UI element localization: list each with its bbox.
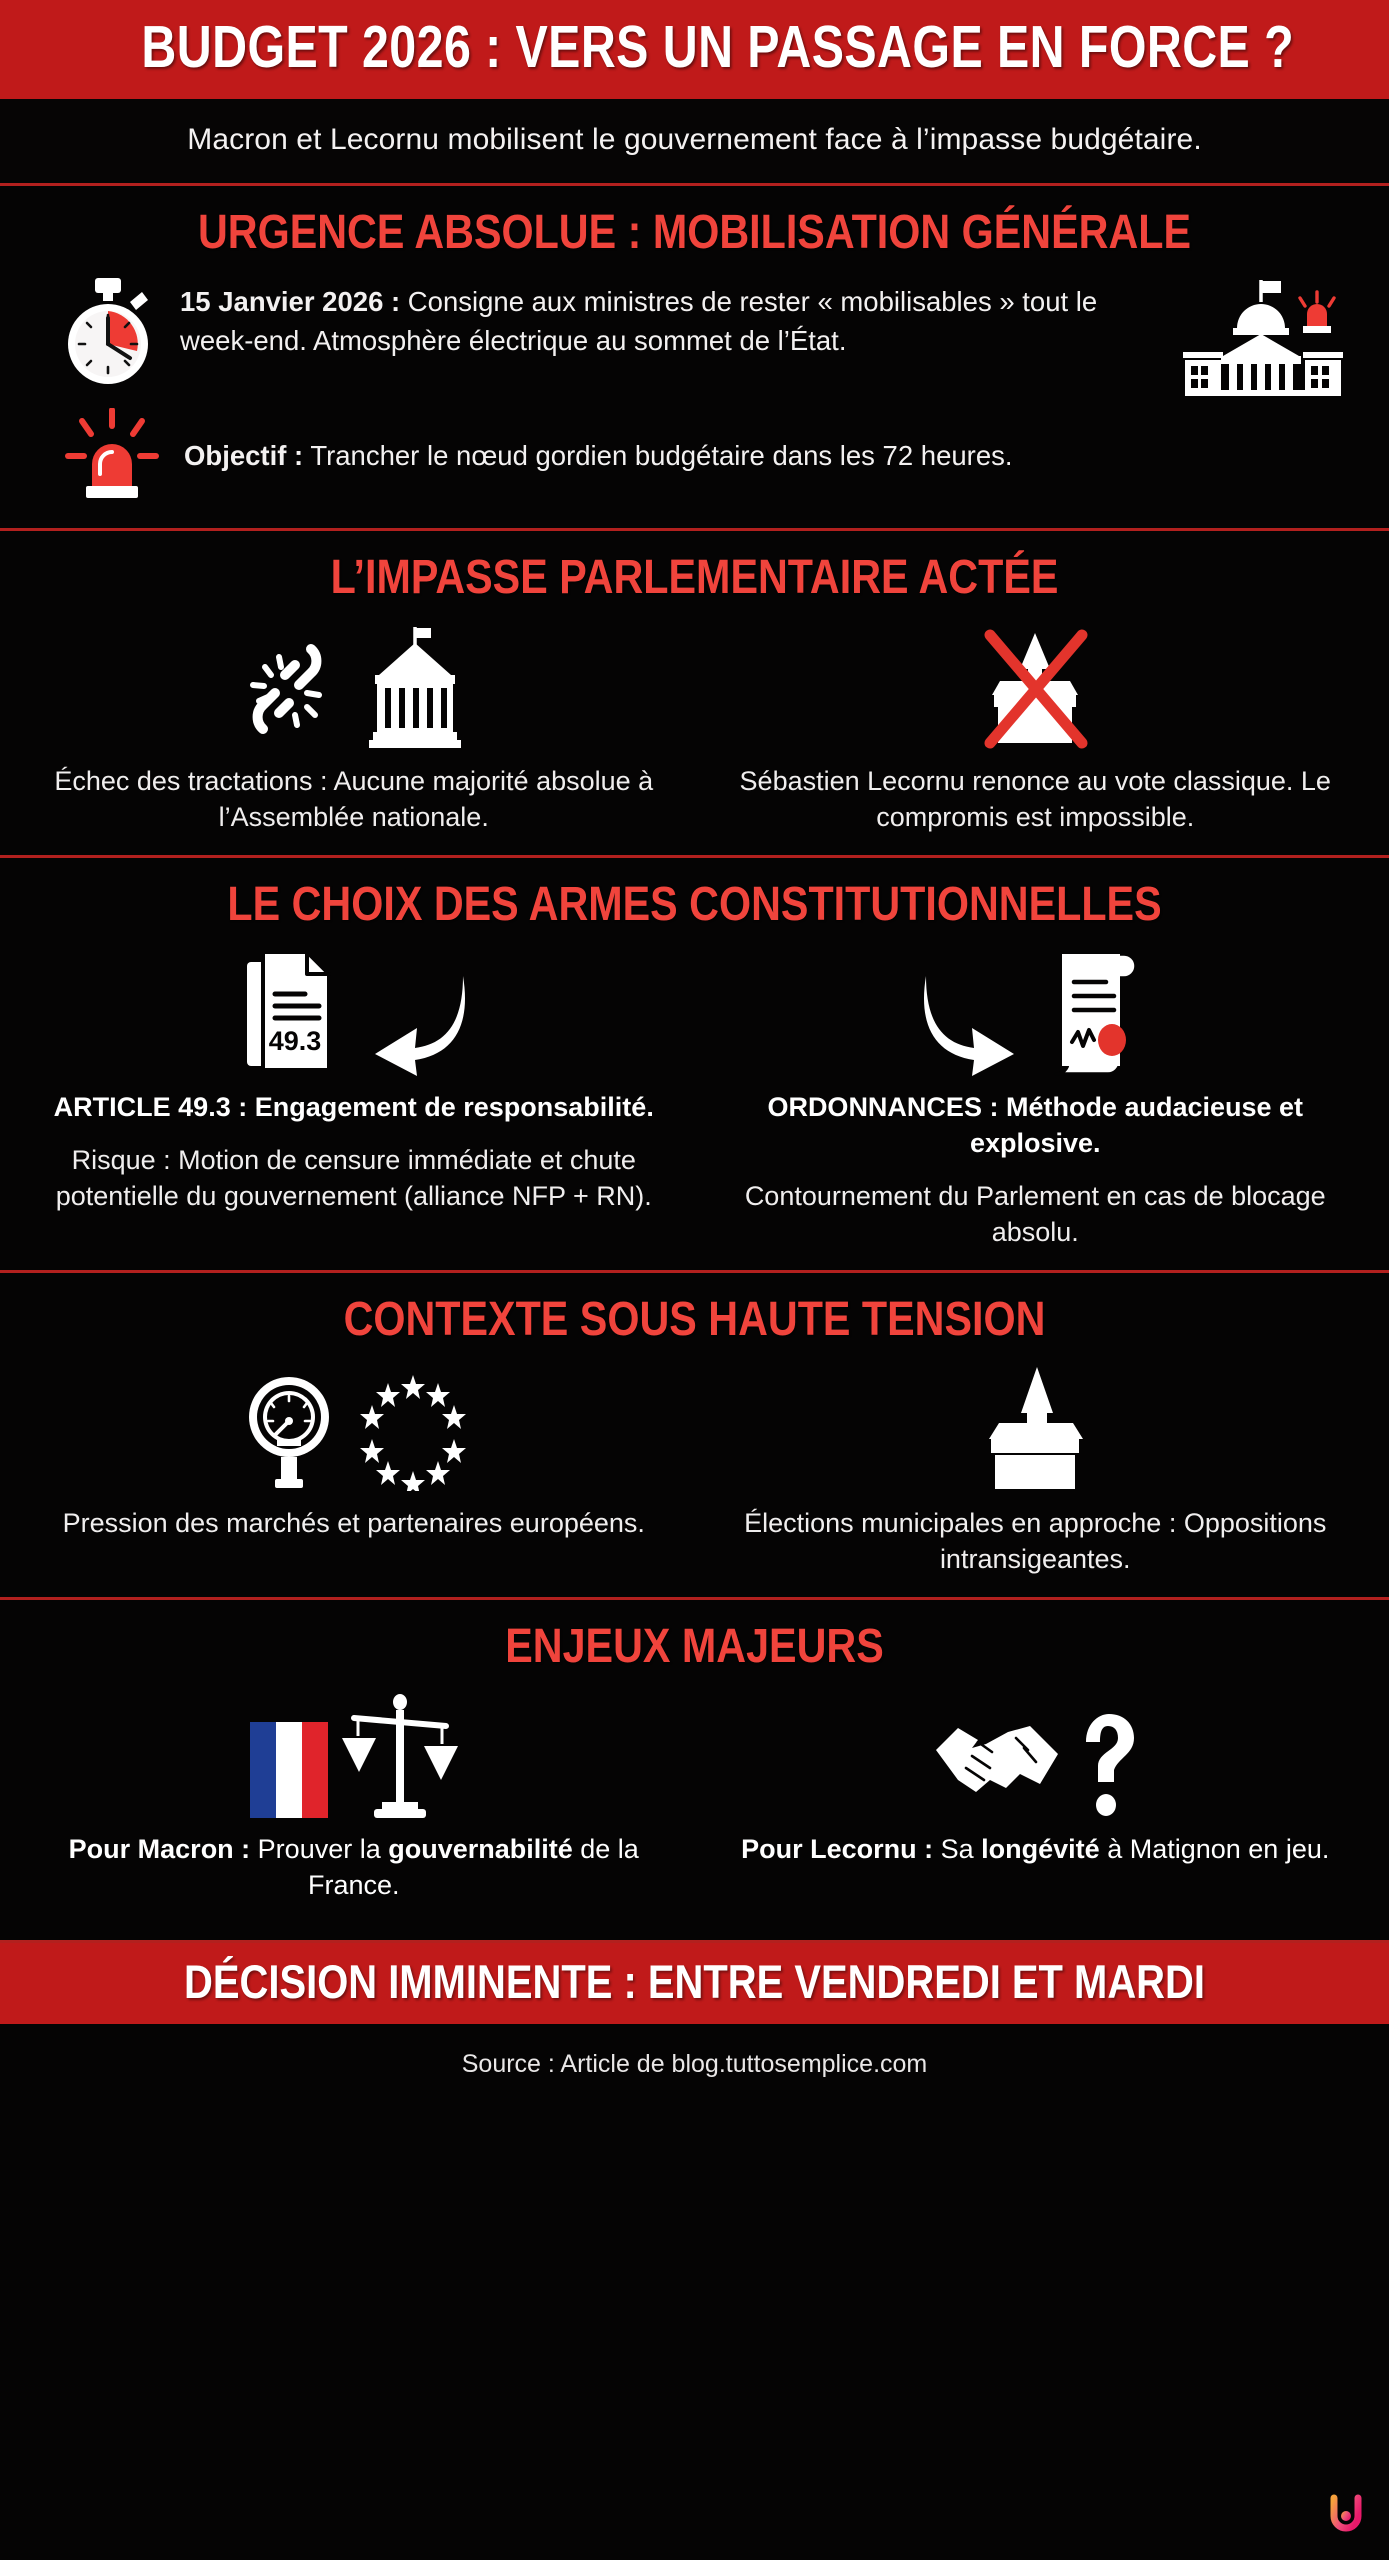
contexte-right-column — [700, 1361, 1372, 1577]
impasse-right-text: Sébastien Lecornu renonce au vote classique. Le compromis est impossible. — [739, 765, 1331, 832]
section-heading-urgence: URGENCE ABSOLUE : MOBILISATION GÉNÉRALE — [197, 206, 1192, 259]
subtitle-text: Macron et Lecornu mobilisent le gouvernement face à l’impasse budgétaire. — [187, 123, 1202, 156]
verdict-text: DÉCISION IMMINENTE : ENTRE VENDREDI ET MARDI — [183, 1955, 1205, 2009]
urgence-objective-body: Trancher le nœud gordien budgétaire dans les 72 heures. — [303, 440, 1013, 472]
document-badge-49-3: 49.3 — [268, 1026, 322, 1057]
siren-icon — [62, 408, 162, 504]
enjeux-right-inner-bold: longévité — [981, 1834, 1100, 1865]
impasse-left-icons — [233, 619, 475, 749]
section-heading-contexte: CONTEXTE SOUS HAUTE TENSION — [343, 1293, 1046, 1347]
enjeux-right-mid: Sa — [933, 1834, 982, 1865]
urgence-objective-row — [18, 402, 1371, 508]
armes-left-title — [54, 1090, 654, 1126]
handshake-icon — [932, 1714, 1062, 1818]
arrow-curve-left-icon — [359, 966, 471, 1076]
enjeux-right-column — [700, 1688, 1372, 1884]
decree-scroll-seal-icon — [1044, 948, 1152, 1076]
question-mark-icon — [1076, 1712, 1138, 1818]
enjeux-left-prefix: Pour Macron : — [68, 1834, 251, 1865]
urgence-date-body: Consigne aux ministres de rester « mobilisables » tout le week-end. Atmosphère électrique au sommet de l’État. — [180, 285, 1098, 356]
impasse-right-icons — [970, 619, 1100, 749]
armes-right-icons — [918, 946, 1152, 1076]
armes-right-title-bold: ORDONNANCES : — [767, 1092, 999, 1123]
urgence-objective-text — [184, 437, 1013, 474]
impasse-columns — [18, 619, 1371, 835]
pressure-gauge-icon — [237, 1369, 341, 1491]
urgence-main-row — [18, 274, 1371, 396]
source-row — [0, 2024, 1389, 2560]
armes-left-title-rest: Engagement de responsabilité. — [247, 1092, 654, 1123]
ballot-box-icon — [975, 1365, 1095, 1491]
section-heading-impasse: L’IMPASSE PARLEMENTAIRE ACTÉE — [330, 550, 1059, 604]
capitol-building-icon — [1177, 276, 1359, 396]
enjeux-left-icons — [250, 1688, 458, 1818]
impasse-right-column — [700, 619, 1372, 835]
u-brandmark-icon — [1329, 2492, 1363, 2538]
enjeux-right-icons — [932, 1688, 1138, 1818]
section-urgence-absolue — [0, 186, 1389, 531]
enjeux-left-inner-bold: gouvernabilité — [388, 1834, 573, 1865]
ballot-box-crossed-icon — [970, 621, 1100, 749]
alarm-light-icon — [1300, 292, 1334, 333]
scales-of-justice-icon — [342, 1692, 458, 1818]
armes-left-body: Risque : Motion de censure immédiate et chute potentielle du gouvernement (alliance NFP + RN). — [55, 1144, 652, 1212]
impasse-left-text: Échec des tractations : Aucune majorité absolue à l’Assemblée nationale. — [54, 765, 654, 832]
broken-chain-icon — [233, 629, 341, 749]
arrow-curve-right-icon — [918, 966, 1030, 1076]
subtitle-bar — [0, 99, 1389, 186]
armes-left-icons — [237, 946, 471, 1076]
section-impasse-parlementaire — [0, 531, 1389, 858]
page-title: BUDGET 2026 : VERS UN PASSAGE EN FORCE ? — [141, 14, 1295, 80]
urgence-date-label: 15 Janvier 2026 : — [180, 285, 401, 317]
contexte-right-icons — [975, 1361, 1095, 1491]
section-enjeux-majeurs — [0, 1600, 1389, 1943]
armes-left-title-bold: ARTICLE 49.3 : — [53, 1092, 248, 1123]
enjeux-right-prefix: Pour Lecornu : — [741, 1834, 934, 1865]
contexte-left-text: Pression des marchés et partenaires européens. — [62, 1508, 645, 1539]
section-contexte-tension — [0, 1273, 1389, 1600]
verdict-banner — [0, 1943, 1389, 2023]
armes-columns — [18, 946, 1371, 1250]
contexte-left-icons — [237, 1361, 471, 1491]
masthead-banner — [0, 0, 1389, 99]
armes-right-title — [722, 1090, 1350, 1162]
armes-left-column — [18, 946, 690, 1214]
france-flag-icon — [250, 1722, 328, 1818]
section-armes-constitutionnelles — [0, 858, 1389, 1273]
urgence-objective-label: Objectif : — [184, 440, 304, 472]
parliament-building-icon — [355, 625, 475, 749]
enjeux-left-column — [18, 1688, 690, 1920]
armes-right-body: Contournement du Parlement en cas de blocage absolu. — [744, 1180, 1326, 1248]
contexte-columns — [18, 1361, 1371, 1577]
armes-right-column — [700, 946, 1372, 1250]
contexte-left-column — [18, 1361, 690, 1541]
enjeux-left-mid: Prouver la — [250, 1834, 389, 1865]
eu-stars-icon — [355, 1367, 471, 1491]
enjeux-right-text — [741, 1832, 1329, 1868]
document-49-3-icon — [237, 948, 345, 1076]
urgence-date-text — [180, 276, 1159, 360]
section-heading-armes: LE CHOIX DES ARMES CONSTITUTIONNELLES — [227, 878, 1162, 932]
enjeux-left-text — [40, 1832, 668, 1904]
contexte-right-text: Élections municipales en approche : Oppositions intransigeantes. — [744, 1508, 1327, 1575]
source-text: Source : Article de blog.tuttosemplice.com — [461, 2049, 928, 2078]
impasse-left-column — [18, 619, 690, 835]
stopwatch-icon — [54, 276, 162, 388]
armes-right-title-rest: Méthode audacieuse et explosive. — [969, 1092, 1304, 1158]
section-heading-enjeux: ENJEUX MAJEURS — [505, 1620, 884, 1674]
enjeux-right-suffix: à Matignon en jeu. — [1099, 1834, 1330, 1865]
enjeux-columns — [18, 1688, 1371, 1920]
enjeux-left-suffix: de la France. — [307, 1834, 639, 1901]
